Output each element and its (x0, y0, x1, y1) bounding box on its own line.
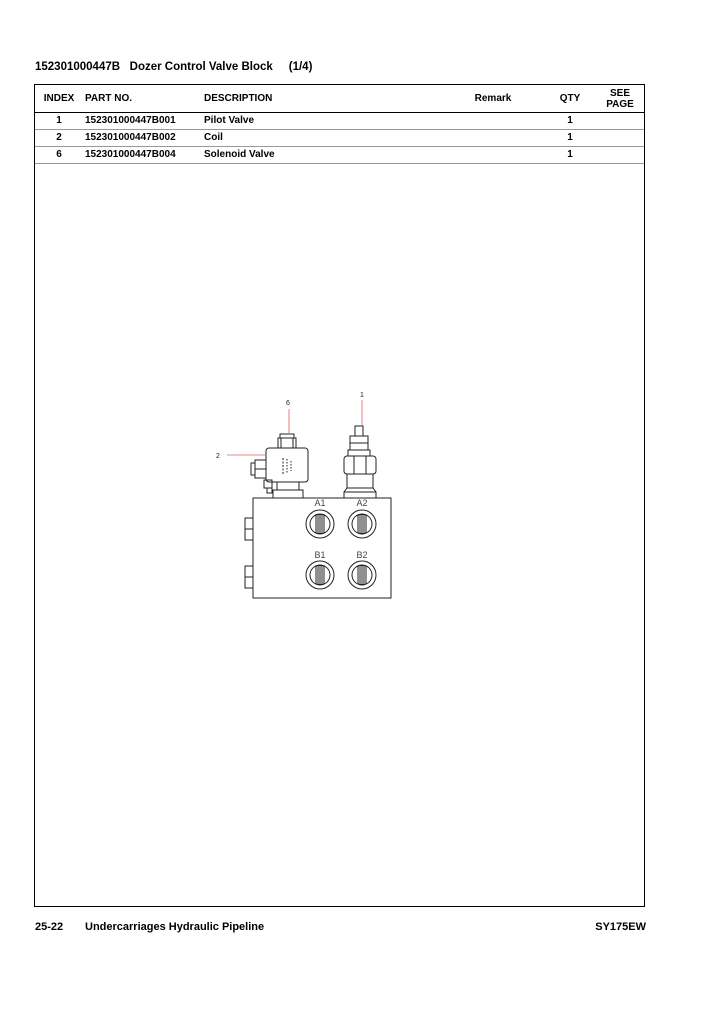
table-row (35, 113, 644, 130)
row-remark (467, 130, 519, 146)
port-fitting-b1 (306, 561, 334, 589)
valve-block-drawing (207, 388, 407, 604)
see-page-line1: SEE (609, 87, 630, 99)
row-index: 6 (56, 149, 62, 160)
page-title: 152301000447B Dozer Control Valve Block (1/4) (35, 61, 313, 73)
table-row (35, 147, 644, 164)
table-header (35, 85, 644, 113)
port-fitting-a2 (348, 510, 376, 538)
row-remark (467, 113, 519, 129)
row-qty: 1 (567, 115, 573, 126)
col-see-page-header (599, 85, 641, 112)
row-see-page (599, 147, 641, 163)
see-page-line2: PAGE (606, 98, 634, 110)
col-part-no-header: PART NO. (85, 93, 133, 104)
pilot-valve (344, 426, 376, 498)
row-see-page (599, 113, 641, 129)
row-index: 2 (56, 132, 62, 143)
callout-2: 2 (216, 453, 220, 460)
row-part-no: 152301000447B004 (85, 149, 176, 160)
table-row (35, 130, 644, 147)
row-description: Pilot Valve (204, 115, 255, 126)
row-description: Solenoid Valve (204, 149, 275, 160)
port-fitting-b2 (348, 561, 376, 589)
row-qty: 1 (567, 132, 573, 143)
row-remark (467, 147, 519, 163)
row-index: 1 (56, 115, 62, 126)
solenoid-valve (251, 434, 308, 498)
footer-section-title: Undercarriages Hydraulic Pipeline (85, 921, 265, 933)
footer-page-number: 25-22 (35, 921, 64, 933)
row-description: Coil (204, 132, 223, 143)
col-index-header: INDEX (43, 93, 75, 104)
row-see-page (599, 130, 641, 146)
port-fitting-a1 (306, 510, 334, 538)
footer-model: SY175EW (595, 921, 646, 933)
callout-6: 6 (286, 400, 290, 407)
col-qty-header: QTY (559, 93, 581, 104)
port-label-b2: B2 (356, 550, 368, 560)
callout-1: 1 (360, 392, 364, 399)
port-label-a1: A1 (314, 498, 326, 508)
row-qty: 1 (567, 149, 573, 160)
row-part-no: 152301000447B001 (85, 115, 176, 126)
port-label-a2: A2 (356, 498, 368, 508)
col-description-header: DESCRIPTION (204, 93, 273, 104)
col-remark-header: Remark (474, 93, 512, 104)
port-label-b1: B1 (314, 550, 326, 560)
row-part-no: 152301000447B002 (85, 132, 176, 143)
